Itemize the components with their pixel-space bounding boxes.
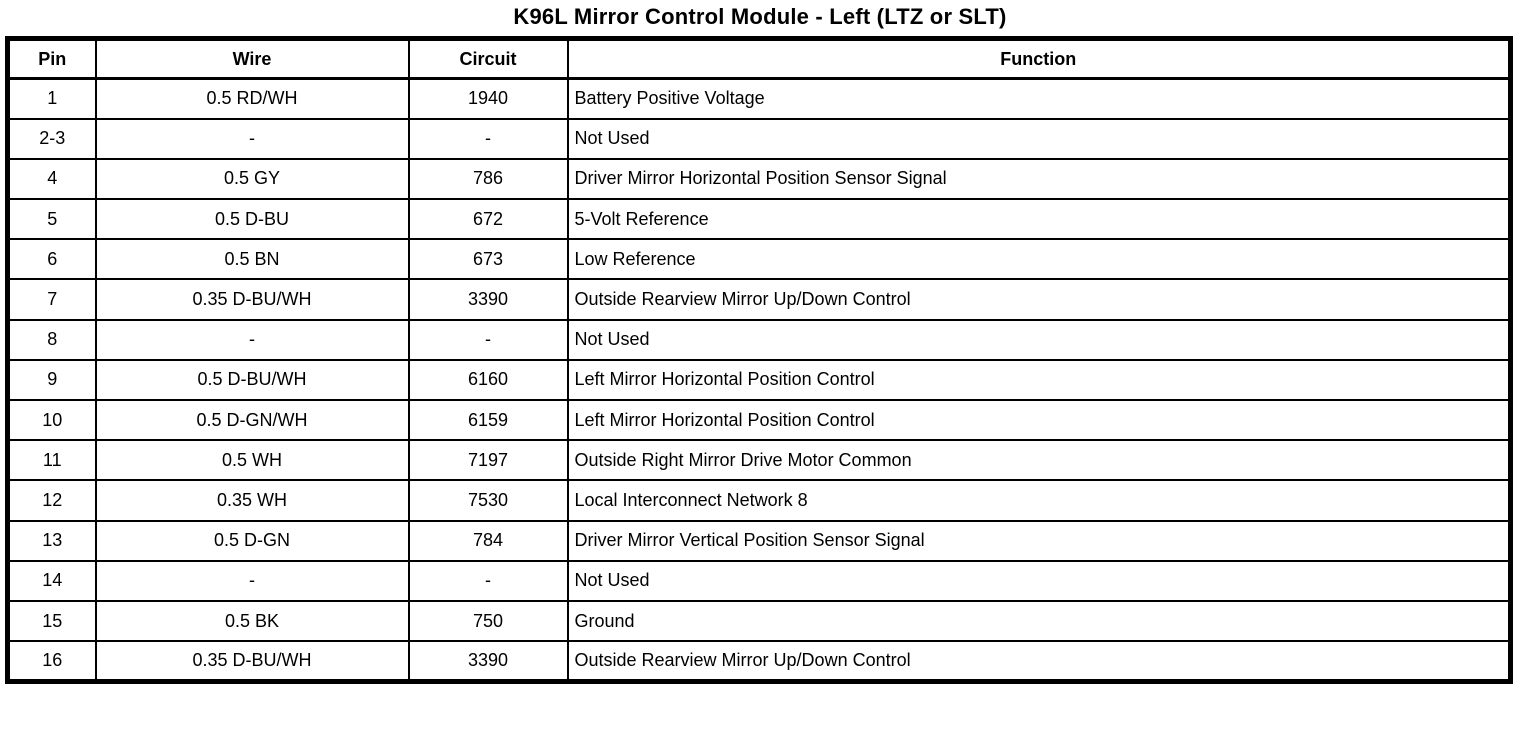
table-row: [8, 320, 1511, 360]
cell-circuit: 3390: [409, 641, 568, 681]
cell-pin: 15: [8, 601, 96, 641]
table-row: [8, 440, 1511, 480]
cell-pin: 12: [8, 480, 96, 520]
cell-wire: 0.5 BK: [96, 601, 409, 641]
cell-pin: 14: [8, 561, 96, 601]
cell-wire: 0.5 D-BU/WH: [96, 360, 409, 400]
cell-circuit: -: [409, 119, 568, 159]
table-row: [8, 400, 1511, 440]
cell-function: Not Used: [568, 561, 1511, 601]
cell-circuit: 673: [409, 239, 568, 279]
cell-wire: 0.5 RD/WH: [96, 79, 409, 119]
column-header-function: Function: [568, 39, 1511, 79]
cell-circuit: -: [409, 561, 568, 601]
cell-function: Battery Positive Voltage: [568, 79, 1511, 119]
cell-pin: 16: [8, 641, 96, 681]
cell-circuit: -: [409, 320, 568, 360]
pinout-table: [5, 36, 1513, 684]
cell-circuit: 750: [409, 601, 568, 641]
cell-wire: 0.35 D-BU/WH: [96, 641, 409, 681]
cell-circuit: 6160: [409, 360, 568, 400]
table-row: [8, 360, 1511, 400]
cell-circuit: 6159: [409, 400, 568, 440]
cell-function: Driver Mirror Horizontal Position Sensor Signal: [568, 159, 1511, 199]
cell-pin: 2-3: [8, 119, 96, 159]
table-body: [8, 79, 1511, 682]
cell-function: Driver Mirror Vertical Position Sensor Signal: [568, 521, 1511, 561]
cell-pin: 7: [8, 279, 96, 319]
cell-wire: 0.5 WH: [96, 440, 409, 480]
table-row: [8, 239, 1511, 279]
column-header-circuit: Circuit: [409, 39, 568, 79]
table-header-row: [8, 39, 1511, 79]
table-row: [8, 480, 1511, 520]
cell-function: Outside Right Mirror Drive Motor Common: [568, 440, 1511, 480]
cell-function: Outside Rearview Mirror Up/Down Control: [568, 641, 1511, 681]
cell-function: 5-Volt Reference: [568, 199, 1511, 239]
page-title: K96L Mirror Control Module - Left (LTZ or SLT): [513, 4, 1007, 29]
cell-pin: 13: [8, 521, 96, 561]
cell-function: Not Used: [568, 119, 1511, 159]
cell-pin: 10: [8, 400, 96, 440]
cell-wire: 0.5 D-BU: [96, 199, 409, 239]
cell-pin: 8: [8, 320, 96, 360]
table-row: [8, 199, 1511, 239]
cell-function: Outside Rearview Mirror Up/Down Control: [568, 279, 1511, 319]
cell-circuit: 3390: [409, 279, 568, 319]
cell-function: Left Mirror Horizontal Position Control: [568, 360, 1511, 400]
cell-function: Low Reference: [568, 239, 1511, 279]
cell-circuit: 7197: [409, 440, 568, 480]
cell-pin: 9: [8, 360, 96, 400]
table-row: [8, 601, 1511, 641]
cell-pin: 1: [8, 79, 96, 119]
cell-wire: 0.35 D-BU/WH: [96, 279, 409, 319]
table-row: [8, 79, 1511, 119]
table-row: [8, 641, 1511, 681]
cell-wire: 0.5 GY: [96, 159, 409, 199]
table-row: [8, 521, 1511, 561]
cell-function: Left Mirror Horizontal Position Control: [568, 400, 1511, 440]
cell-pin: 6: [8, 239, 96, 279]
column-header-wire: Wire: [96, 39, 409, 79]
cell-function: Not Used: [568, 320, 1511, 360]
table-row: [8, 561, 1511, 601]
cell-pin: 4: [8, 159, 96, 199]
cell-wire: 0.5 D-GN/WH: [96, 400, 409, 440]
cell-wire: 0.5 BN: [96, 239, 409, 279]
table-row: [8, 159, 1511, 199]
cell-wire: -: [96, 561, 409, 601]
cell-circuit: 7530: [409, 480, 568, 520]
cell-function: Ground: [568, 601, 1511, 641]
cell-circuit: 1940: [409, 79, 568, 119]
cell-circuit: 786: [409, 159, 568, 199]
cell-circuit: 784: [409, 521, 568, 561]
cell-wire: -: [96, 320, 409, 360]
cell-wire: 0.35 WH: [96, 480, 409, 520]
table-row: [8, 279, 1511, 319]
cell-function: Local Interconnect Network 8: [568, 480, 1511, 520]
column-header-pin: Pin: [8, 39, 96, 79]
table-row: [8, 119, 1511, 159]
cell-pin: 5: [8, 199, 96, 239]
cell-wire: -: [96, 119, 409, 159]
cell-pin: 11: [8, 440, 96, 480]
cell-circuit: 672: [409, 199, 568, 239]
cell-wire: 0.5 D-GN: [96, 521, 409, 561]
